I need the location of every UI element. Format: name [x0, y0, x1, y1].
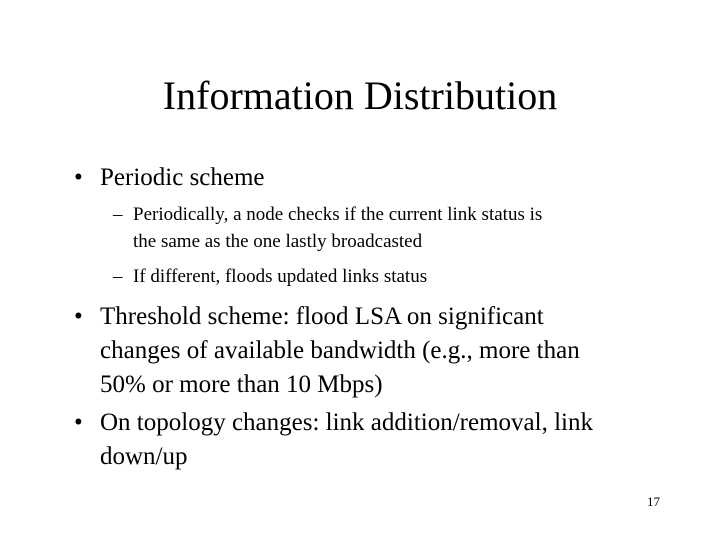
sub-bullet-text: If different, floods updated links status [133, 266, 428, 287]
sub-bullet-text: the same as the one lastly broadcasted [133, 231, 423, 252]
bullet-text: down/up [100, 443, 188, 470]
sub-bullet-text: Periodically, a node checks if the current link status is [133, 204, 543, 225]
sub-bullet-marker: – [113, 266, 123, 287]
bullet-text: changes of available bandwidth (e.g., more than [100, 337, 580, 364]
bullet-marker: • [74, 303, 83, 330]
bullet-text: 50% or more than 10 Mbps) [100, 371, 383, 398]
bullet-text: Threshold scheme: flood LSA on significant [100, 303, 544, 330]
slide-title: Information Distribution [162, 73, 558, 118]
bullet-marker: • [74, 409, 83, 436]
bullet-text: On topology changes: link addition/removal, link [100, 409, 593, 436]
bullet-marker: • [74, 164, 83, 191]
sub-bullet-marker: – [113, 204, 123, 225]
bullet-text: Periodic scheme [100, 164, 265, 191]
page-number: 17 [647, 494, 660, 509]
